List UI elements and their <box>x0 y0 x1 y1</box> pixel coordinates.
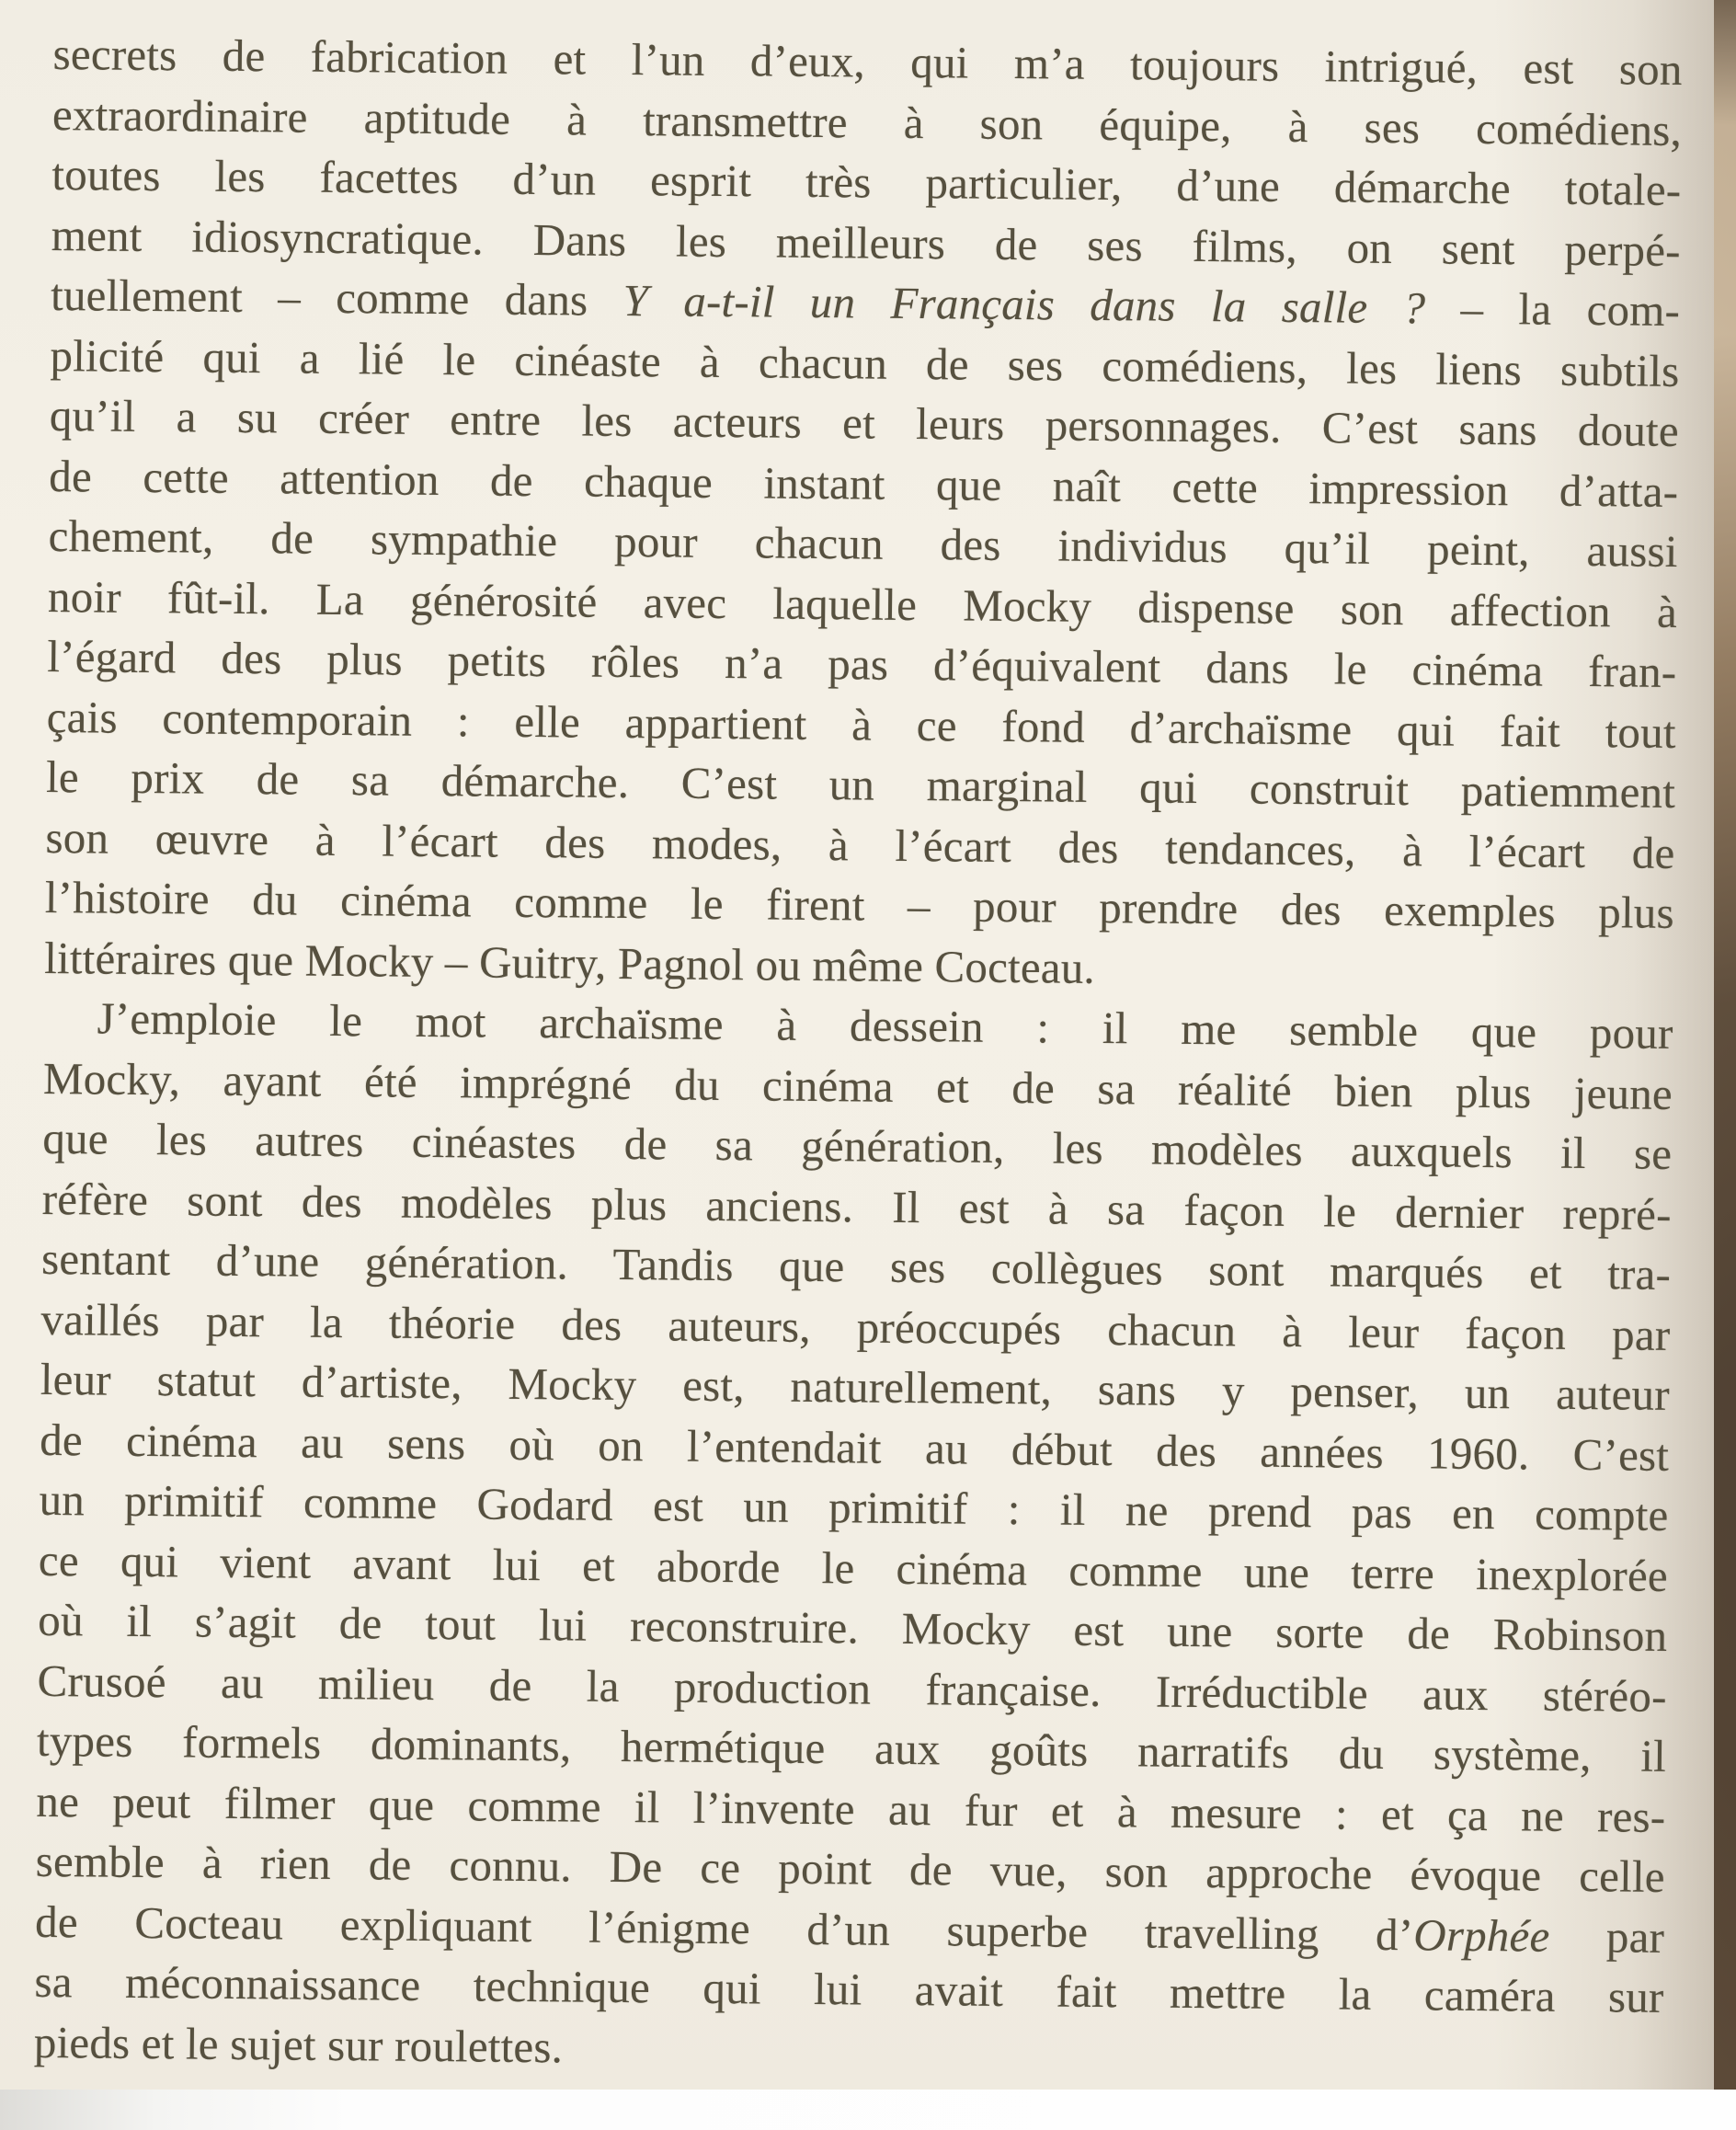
text-segment: par <box>1549 1910 1665 1963</box>
text-segment: Crusoé au milieu de la production française. Irréductible aux stéréo- <box>37 1655 1667 1722</box>
text-segment: noir fût-il. La générosité avec laquelle Mocky dispense son affection à <box>47 570 1678 637</box>
text-segment: pieds et le sujet sur roulettes. <box>33 2016 564 2072</box>
text-segment: ce qui vient avant lui et aborde le cinéma comme une terre inexplorée <box>38 1534 1669 1601</box>
text-segment: çais contemporain : elle appartient à ce fond d’archaïsme qui fait tout <box>46 691 1676 758</box>
text-segment: l’égard des plus petits rôles n’a pas d’équivalent dans le cinéma fran- <box>47 630 1677 697</box>
text-segment: Mocky, ayant été imprégné du cinéma et de sa réalité bien plus jeune <box>42 1052 1673 1119</box>
text-segment: toutes les facettes d’un esprit très particulier, d’une démarche totale- <box>51 148 1682 216</box>
text-segment: de Cocteau expliquant l’énigme d’un superbe travelling d’ <box>34 1895 1414 1960</box>
text-segment: types formels dominants, hermétique aux goûts narratifs du système, il <box>36 1714 1667 1781</box>
text-segment: l’histoire du cinéma comme le firent – pour prendre des exemples plus <box>44 871 1675 938</box>
text-segment: que les autres cinéastes de sa génération, les modèles auxquels il se <box>42 1112 1673 1179</box>
page-text <box>34 24 1683 2088</box>
page-edge-shadow <box>1714 0 1736 2090</box>
text-segment: J’emploie le mot archaïsme à dessein : il me semble que pour <box>97 992 1673 1059</box>
text-segment: chement, de sympathie pour chacun des individus qu’il peint, aussi <box>48 510 1678 577</box>
film-title: Orphée <box>1413 1908 1550 1962</box>
text-segment: sa méconnaissance technique qui lui avait fait mettre la caméra sur <box>34 1955 1664 2022</box>
text-segment: de cinéma au sens où on l’entendait au début des années 1960. C’est <box>39 1414 1670 1481</box>
text-segment: de cette attention de chaque instant que naît cette impression d’atta- <box>49 450 1679 517</box>
text-segment: où il s’agit de tout lui reconstruire. Mocky est une sorte de Robinson <box>38 1594 1668 1661</box>
text-segment: tuellement – comme dans <box>50 269 623 326</box>
text-segment: littéraires que Mocky – Guitry, Pagnol ou même Cocteau. <box>43 932 1096 993</box>
text-segment: le prix de sa démarche. C’est un marginal qui construit patiemment <box>45 750 1676 818</box>
text-segment: – la com- <box>1425 282 1681 336</box>
text-segment: leur statut d’artiste, Mocky est, naturellement, sans y penser, un auteur <box>40 1353 1671 1420</box>
text-segment: ment idiosyncratique. Dans les meilleurs de ses films, on sent perpé- <box>51 209 1681 276</box>
text-segment: sentant d’une génération. Tandis que ses collègues sont marqués et tra- <box>40 1232 1672 1300</box>
text-segment: un primitif comme Godard est un primitif : il ne prend pas en compte <box>39 1473 1669 1540</box>
text-segment: qu’il a su créer entre les acteurs et leurs personnages. C’est sans doute <box>49 389 1680 456</box>
text-segment: extraordinaire aptitude à transmettre à son équipe, à ses comédiens, <box>51 88 1683 155</box>
text-segment: ne peut filmer que comme il l’invente au fur et à mesure : et ça ne res- <box>36 1775 1666 1842</box>
text-segment: plicité qui a lié le cinéaste à chacun de ses comédiens, les liens subtils <box>50 329 1680 396</box>
scan-bottom-edge <box>0 2090 1736 2130</box>
text-segment: réfère sont des modèles plus anciens. Il est à sa façon le dernier repré- <box>41 1173 1672 1240</box>
film-title: Y a-t-il un Français dans la salle ? <box>622 274 1426 334</box>
text-segment: vaillés par la théorie des auteurs, préoccupés chacun à leur façon par <box>40 1293 1671 1360</box>
text-segment: son œuvre à l’écart des modes, à l’écart des tendances, à l’écart de <box>45 811 1675 878</box>
text-segment: semble à rien de connu. De ce point de vue, son approche évoque celle <box>35 1835 1666 1902</box>
text-segment: secrets de fabrication et l’un d’eux, qui m’a toujours intrigué, est son <box>52 28 1683 96</box>
